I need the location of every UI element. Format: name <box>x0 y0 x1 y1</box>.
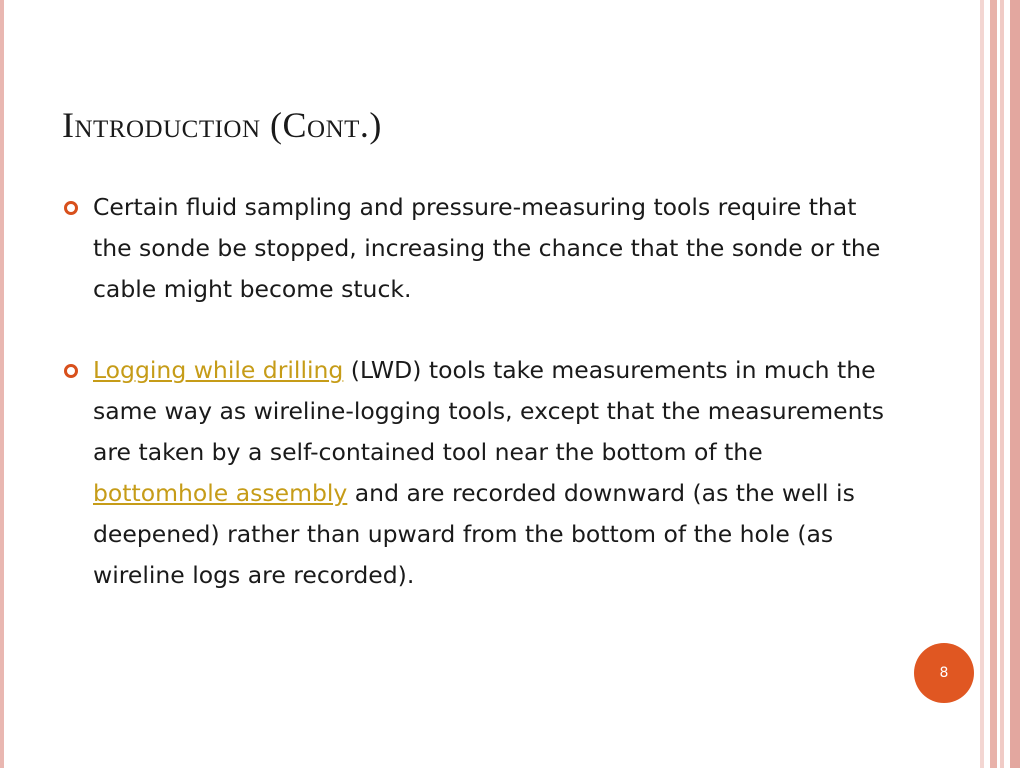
bullet-circle-icon <box>64 201 78 215</box>
page-number-badge <box>914 643 974 703</box>
slide-right-border <box>976 0 1024 768</box>
bullet-text: and are recorded downward (as the well is deepened) rather than upward from the bottom of the hole (as wireline logs are recorded). <box>93 479 855 589</box>
slide-title: Introduction (Cont.) <box>62 105 382 145</box>
bullet-text: (LWD) tools take measurements in much the same way as wireline-logging tools, except that the measurements are taken by a self-contained tool near the bottom of the <box>93 356 884 466</box>
slide-left-border <box>0 0 4 768</box>
bullet-circle-icon <box>64 364 78 378</box>
slide-content <box>64 187 894 596</box>
page-number: 8 <box>939 665 949 681</box>
border-stripe <box>1000 0 1004 768</box>
bullet-text: Certain fluid sampling and pressure-measuring tools require that the sonde be stopped, increasing the chance that the sonde or the cable might become stuck. <box>93 193 881 303</box>
bottomhole-assembly-link[interactable]: bottomhole assembly <box>93 479 348 507</box>
border-stripe <box>990 0 997 768</box>
border-stripe <box>980 0 984 768</box>
bullet-item <box>64 350 894 596</box>
border-stripe <box>1010 0 1020 768</box>
bullet-item <box>64 187 894 310</box>
logging-while-drilling-link[interactable]: Logging while drilling <box>93 356 344 384</box>
